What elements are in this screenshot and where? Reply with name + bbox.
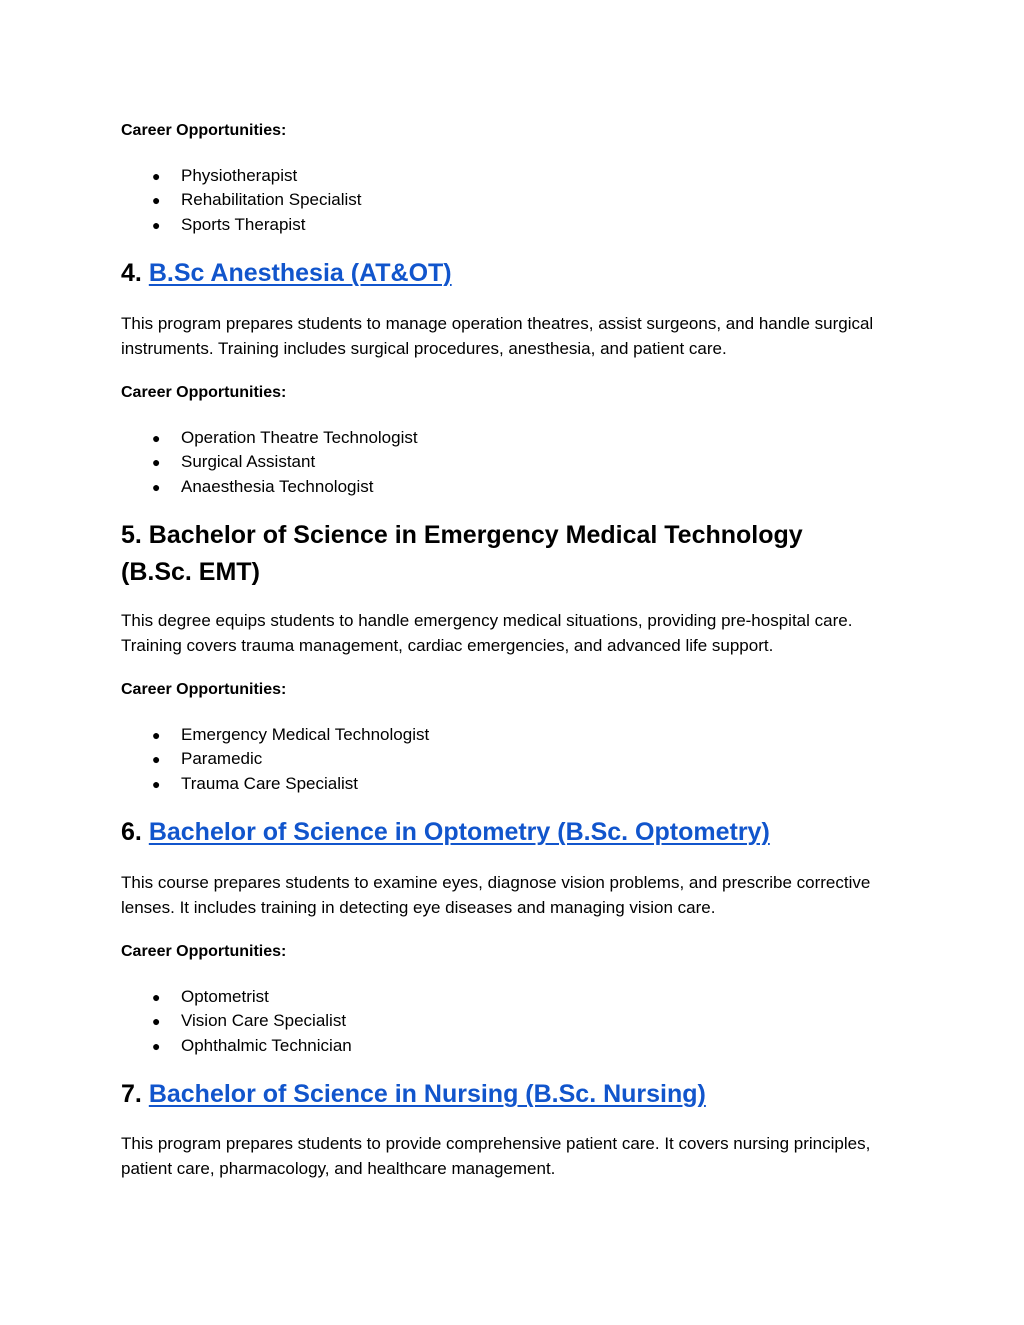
list-item: ● Vision Care Specialist bbox=[121, 1009, 911, 1033]
bullet-icon: ● bbox=[152, 430, 161, 446]
section-4-title-link[interactable]: B.Sc Anesthesia (AT&OT) bbox=[148, 259, 452, 287]
section-4-career-list bbox=[121, 426, 911, 499]
career-opportunities-label: Career Opportunities: bbox=[121, 943, 287, 960]
bullet-icon: ● bbox=[152, 478, 161, 495]
list-item: ● Trauma Care Specialist bbox=[121, 772, 911, 796]
list-item: ● Paramedic bbox=[121, 747, 911, 771]
career-opportunities-label: Career Opportunities: bbox=[121, 122, 287, 139]
list-item: ● Optometrist bbox=[121, 985, 911, 1009]
section-5-description bbox=[121, 609, 911, 658]
career-opportunities-label: Career Opportunities: bbox=[121, 384, 287, 401]
list-item: ● Operation Theatre Technologist bbox=[121, 426, 911, 450]
section-4-careers bbox=[121, 381, 911, 405]
section-3-careers bbox=[121, 119, 911, 143]
section-number: 7. bbox=[121, 1080, 142, 1108]
section-4-description bbox=[121, 312, 911, 361]
bullet-icon: ● bbox=[152, 751, 161, 768]
bullet-icon: ● bbox=[152, 1013, 161, 1030]
section-5-careers bbox=[121, 678, 911, 702]
bullet-icon: ● bbox=[152, 192, 161, 209]
paragraph: This program prepares students to provide comprehensive patient care. It covers nursing principles, patient care, pharmacology, and healthcare management. bbox=[121, 1134, 871, 1178]
bullet-icon: ● bbox=[152, 454, 161, 471]
bullet-icon: ● bbox=[152, 168, 161, 184]
career-opportunities-label: Career Opportunities: bbox=[121, 681, 287, 698]
paragraph: This program prepares students to manage operation theatres, assist surgeons, and handle surgical instruments. Training includes surgical procedures, anesthesia, and patient care. bbox=[121, 314, 874, 358]
section-7-heading bbox=[121, 1076, 911, 1113]
list-item: ● Rehabilitation Specialist bbox=[121, 188, 911, 212]
section-7-description bbox=[121, 1132, 911, 1181]
bullet-icon: ● bbox=[152, 989, 161, 1005]
list-item: ● Emergency Medical Technologist bbox=[121, 723, 911, 747]
section-6-description bbox=[121, 871, 911, 920]
list-item: ● Ophthalmic Technician bbox=[121, 1034, 911, 1058]
section-4-heading bbox=[121, 255, 911, 292]
section-number: 4. bbox=[121, 259, 142, 287]
list-item: ● Physiotherapist bbox=[121, 164, 911, 188]
list-item: ● Surgical Assistant bbox=[121, 450, 911, 474]
section-6-careers bbox=[121, 940, 911, 964]
section-5-career-list bbox=[121, 723, 911, 796]
section-5-heading-line-1: 5. Bachelor of Science in Emergency Medical Technology bbox=[121, 521, 803, 549]
section-6-career-list bbox=[121, 985, 911, 1058]
paragraph: This course prepares students to examine eyes, diagnose vision problems, and prescribe corrective lenses. It includes training in detecting eye diseases and managing vision care. bbox=[121, 873, 871, 917]
section-6-heading bbox=[121, 814, 911, 851]
bullet-icon: ● bbox=[152, 1037, 161, 1054]
bullet-icon: ● bbox=[152, 727, 161, 743]
section-5-heading-line-2: (B.Sc. EMT) bbox=[121, 558, 260, 586]
bullet-icon: ● bbox=[152, 216, 161, 233]
bullet-icon: ● bbox=[152, 775, 161, 792]
section-5-heading bbox=[121, 517, 911, 591]
list-item: ● Sports Therapist bbox=[121, 213, 911, 237]
section-number: 6. bbox=[121, 818, 142, 846]
list-item: ● Anaesthesia Technologist bbox=[121, 475, 911, 499]
section-3-career-list bbox=[121, 164, 911, 237]
section-7-title-link[interactable]: Bachelor of Science in Nursing (B.Sc. Nursing) bbox=[148, 1080, 706, 1108]
paragraph: This degree equips students to handle emergency medical situations, providing pre-hospital care. Training covers trauma management, cardiac emergencies, and advanced life support. bbox=[121, 611, 853, 655]
section-6-title-link[interactable]: Bachelor of Science in Optometry (B.Sc. Optometry) bbox=[148, 818, 770, 846]
